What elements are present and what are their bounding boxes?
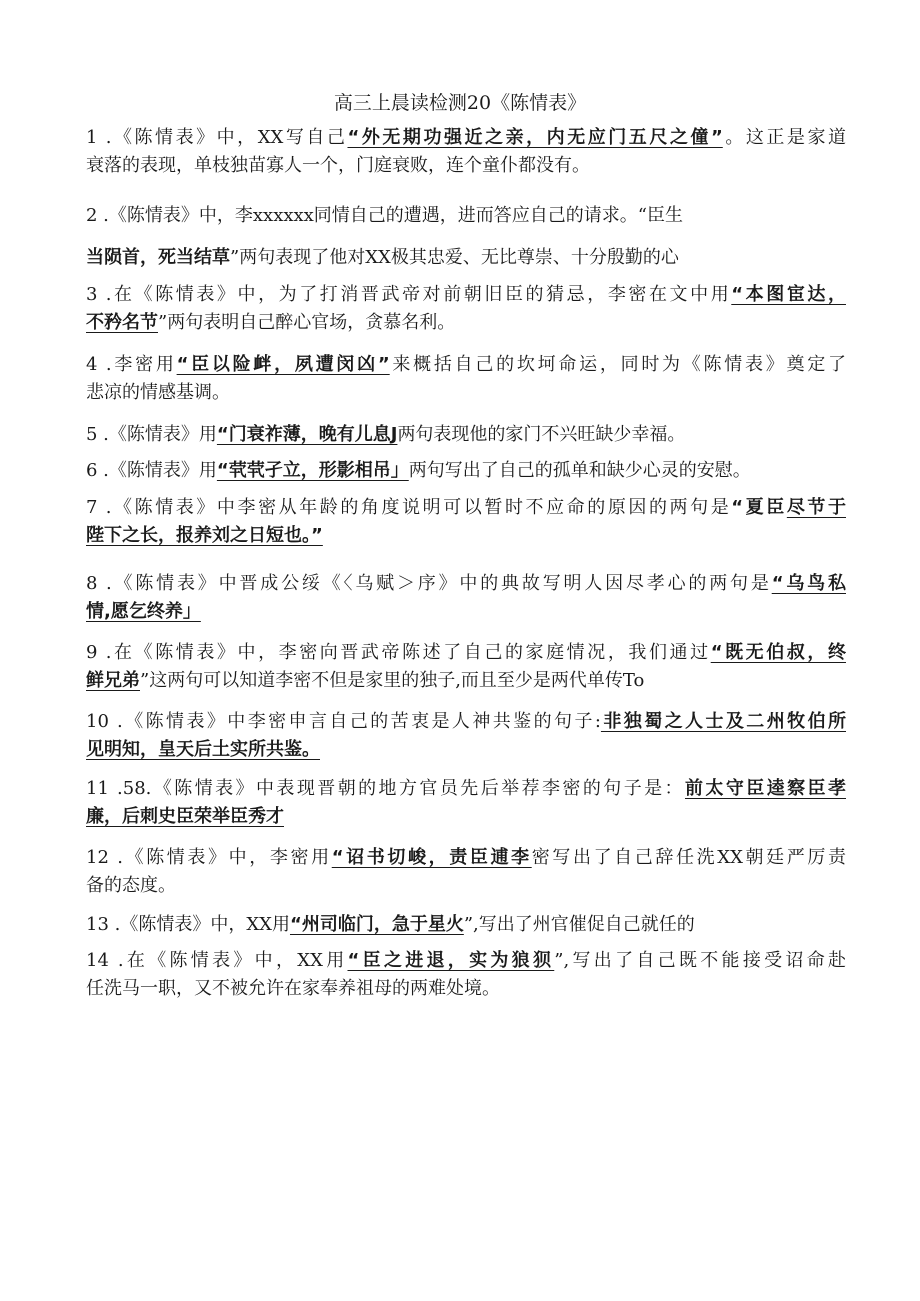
question-line xyxy=(86,872,846,900)
question-line xyxy=(86,911,846,939)
text-segment: 任洗马一职，又不被允许在家奉养祖母的两难处境。 xyxy=(86,978,500,999)
question-line xyxy=(86,947,846,975)
underlined-quote: 陛下之长，报养刘之日短也。” xyxy=(86,525,323,546)
text-segment: “夏臣 xyxy=(731,497,787,518)
question-line xyxy=(86,202,846,230)
question-line xyxy=(86,844,846,872)
text-segment: 12 .《陈情表》中，李密用 xyxy=(86,847,332,868)
question-line xyxy=(86,124,846,152)
question-line xyxy=(86,975,846,1003)
text-segment: 13 .《陈情表》中，XX用 xyxy=(86,914,290,935)
text-segment: 14 .在《陈情表》中，XX用 xyxy=(86,950,348,971)
question-line xyxy=(86,152,846,180)
text-segment: 8 .《陈情表》中晋成公绥《〈乌赋＞序》中的典故写明人因尽孝心的两句是 xyxy=(86,573,772,594)
question-line xyxy=(86,244,846,272)
text-segment: 。这正是家道 xyxy=(722,127,846,148)
underlined-quote: 见明知，皇天后土实所共鉴。 xyxy=(86,739,320,760)
underlined-quote: “本图宦达， xyxy=(731,284,846,305)
question-item xyxy=(86,124,846,180)
text-segment: 7 .《陈情表》中李密从年龄的角度说明可以暂时不应命的原因的两句是 xyxy=(86,497,732,518)
text-segment: 6 .《陈情表》用 xyxy=(86,460,217,481)
question-line xyxy=(86,736,846,764)
question-item xyxy=(86,947,846,1003)
text-segment: 10 .《陈情表》中李密申言自己的苦衷是人神共鉴的句子: xyxy=(86,711,601,732)
underlined-quote: 廉，后刺史臣荣举臣秀才 xyxy=(86,806,284,827)
question-item xyxy=(86,708,846,764)
underlined-quote: “外无期功强近之亲，内无应门五尺之僮” xyxy=(347,127,723,148)
question-line xyxy=(86,494,846,522)
underlined-quote: “既无伯叔，终 xyxy=(710,642,846,663)
question-item xyxy=(86,421,846,449)
underlined-quote: 非独蜀之人士及二州牧伯所 xyxy=(600,711,846,732)
text-segment: ”两句表现了他对XX极其忠爱、无比尊崇、十分殷勤的心 xyxy=(230,247,679,268)
text-segment: ”,写出了自己既不能接受诏命赴 xyxy=(554,950,846,971)
underlined-quote: 鲜兄弟 xyxy=(86,670,140,691)
text-segment: 两句写出了自己的孤单和缺少心灵的安慰。 xyxy=(408,460,751,481)
question-line xyxy=(86,708,846,736)
underlined-quote: “臣以险衅，夙遭闵凶” xyxy=(176,354,390,375)
text-segment: ”两句表明自己醉心官场，贪慕名利。 xyxy=(158,312,456,333)
underlined-quote: “茕茕孑立，形影相吊」 xyxy=(216,460,409,481)
question-line xyxy=(86,379,846,407)
underlined-quote: 前太守臣逵察臣孝 xyxy=(684,778,846,799)
underlined-quote: “州司临门，急于星火 xyxy=(289,914,464,935)
question-line xyxy=(86,457,846,485)
question-item xyxy=(86,281,846,337)
question-line xyxy=(86,522,846,550)
text-segment: 4 .李密用 xyxy=(86,354,177,375)
text-segment: ”这两句可以知道李密不但是家里的独子,而且至少是两代单传To xyxy=(140,670,645,691)
text-segment: 密写出了自己辞任洗XX朝廷严厉责 xyxy=(531,847,846,868)
document-title: 高三上晨读检测20《陈情表》 xyxy=(333,92,587,114)
underlined-quote: “门衰祚薄，晚有儿息J xyxy=(216,424,398,445)
text-segment: ”,写出了州官催促自己就任的 xyxy=(463,914,695,935)
text-segment: 当陨首，死当结草 xyxy=(86,247,230,268)
question-item xyxy=(86,494,846,550)
question-item xyxy=(86,911,846,939)
question-item xyxy=(86,570,846,626)
question-item xyxy=(86,457,846,485)
underlined-quote: “乌鸟私 xyxy=(771,573,846,594)
question-line xyxy=(86,351,846,379)
question-line xyxy=(86,803,846,831)
underlined-quote: 情,愿乞终养」 xyxy=(86,601,201,622)
question-item xyxy=(86,844,846,900)
question-line xyxy=(86,667,846,695)
question-line xyxy=(86,421,846,449)
question-line xyxy=(86,309,846,337)
question-item xyxy=(86,202,846,272)
underlined-quote: 尽节于 xyxy=(786,497,846,518)
text-segment: 9 .在《陈情表》中，李密向晋武帝陈述了自己的家庭情况，我们通过 xyxy=(86,642,711,663)
underlined-quote: “诏书切峻，责臣逋李 xyxy=(331,847,532,868)
question-item xyxy=(86,775,846,831)
text-segment: 1 .《陈情表》中，XX写自己 xyxy=(86,127,348,148)
question-line xyxy=(86,775,846,803)
question-item xyxy=(86,351,846,407)
text-segment: 悲凉的情感基调。 xyxy=(86,382,230,403)
text-segment: 两句表现他的家门不兴旺缺少幸福。 xyxy=(397,424,686,445)
underlined-quote: 不矜名节 xyxy=(86,312,158,333)
question-item xyxy=(86,639,846,695)
text-segment: 2 .《陈情表》中，李xxxxxx同情自己的遭遇，进而答应自己的请求。“臣生 xyxy=(86,205,684,226)
text-segment: 来概括自己的坎坷命运，同时为《陈情表》奠定了 xyxy=(389,354,846,375)
text-segment: 3 .在《陈情表》中，为了打消晋武帝对前朝旧臣的猜忌，李密在文中用 xyxy=(86,284,732,305)
question-line xyxy=(86,570,846,598)
question-line xyxy=(86,598,846,626)
text-segment: 5 .《陈情表》用 xyxy=(86,424,217,445)
text-segment: 11 .58.《陈情表》中表现晋朝的地方官员先后举荐李密的句子是： xyxy=(86,778,685,799)
text-segment: 衰落的表现，单枝独苗寡人一个，门庭衰败，连个童仆都没有。 xyxy=(86,155,590,176)
underlined-quote: “臣之进退，实为狼狈 xyxy=(347,950,555,971)
question-line xyxy=(86,281,846,309)
text-segment: 备的态度。 xyxy=(86,875,176,896)
question-line xyxy=(86,639,846,667)
